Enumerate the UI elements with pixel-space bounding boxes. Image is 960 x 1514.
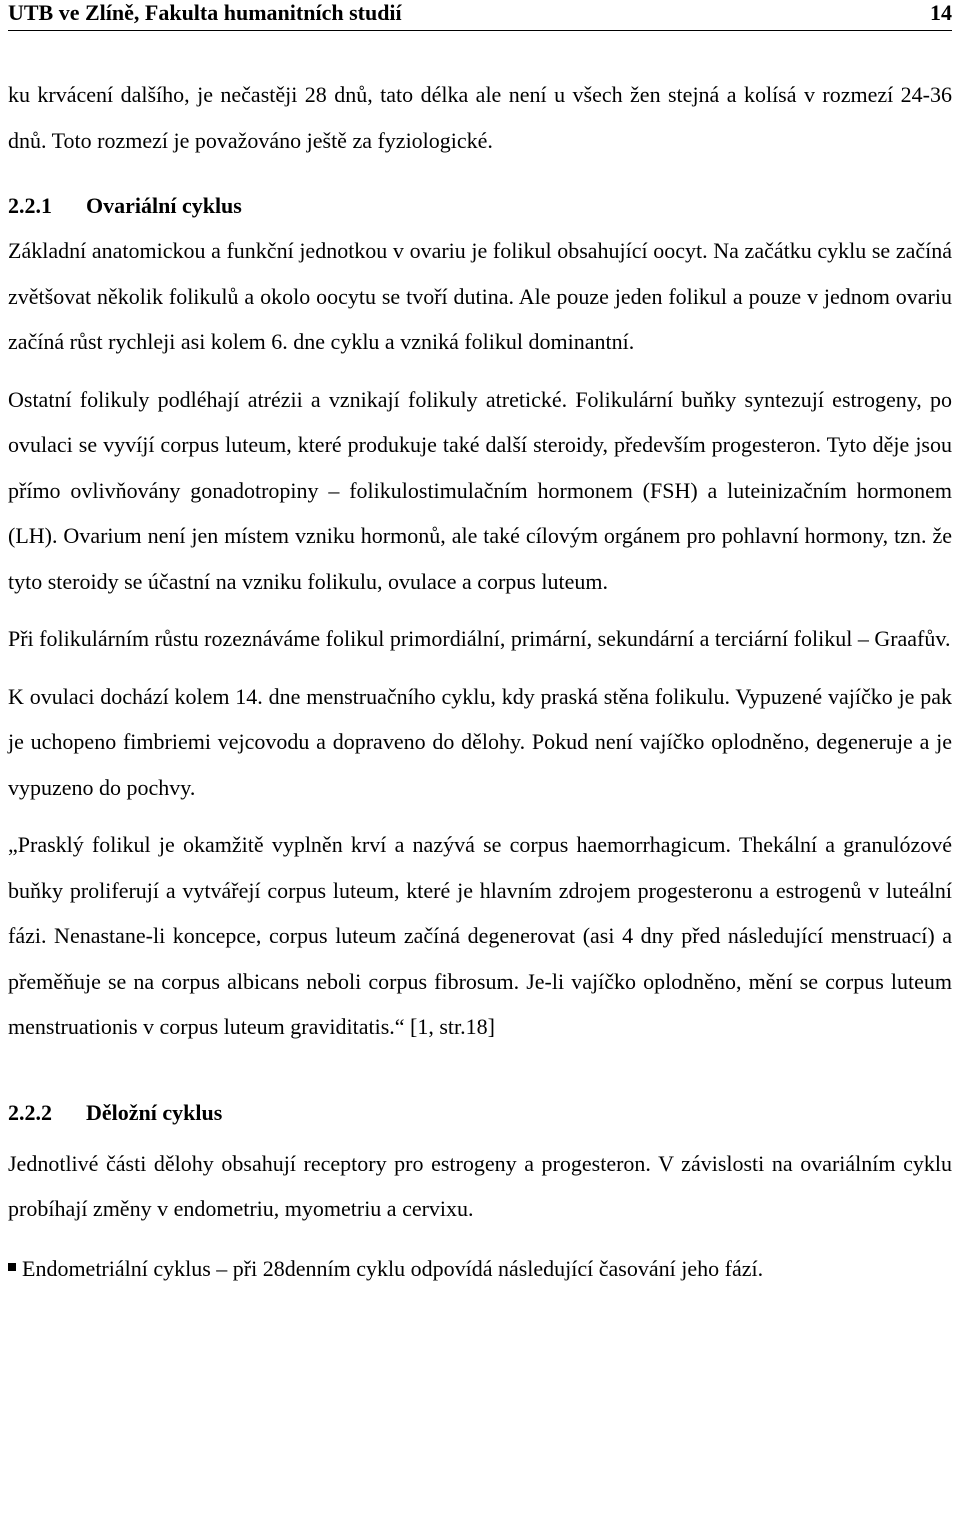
bullet-text: Endometriální cyklus – při 28denním cyklu odpovídá následující časování jeho fází. [22,1255,764,1281]
section-heading-2-2-2 [8,1090,952,1135]
paragraph: ku krvácení dalšího, je nečastěji 28 dnů, tato délka ale není u všech žen stejná a kolísá v rozmezí 24-36 dnů. Toto rozmezí je považováno ještě za fyziologické. [8,82,952,153]
section-number: 2.2.2 [8,1099,52,1125]
paragraph: Při folikulárním růstu rozeznáváme folikul primordiální, primární, sekundární a terciární folikul – Graafův. [8,626,951,651]
paragraph: Ostatní folikuly podléhají atrézii a vznikají folikuly atretické. Folikulární buňky syntezují estrogeny, po ovulaci se vyvíjí corpus luteum, které produkuje také další steroidy, především progesteron. Tyto děje jsou přímo ovlivňovány gonadotropiny – folikulostimulačním hormonem (FSH) a luteinizačním hormonem (LH). Ovarium není jen místem vzniku hormonů, ale také cílovým orgánem pro pohlavní hormony, tzn. že tyto steroidy se účastní na vzniku folikulu, ovulace a corpus luteum. [8,386,952,594]
paragraph: Jednotlivé části dělohy obsahují receptory pro estrogeny a progesteron. V závislosti na ovariálním cyklu probíhají změny v endometriu, myometriu a cervixu. [8,1150,952,1221]
quoted-paragraph: „Prasklý folikul je okamžitě vyplněn krví a nazývá se corpus haemorrhagicum. Thekální a granulózové buňky proliferují a vytvářejí corpus luteum, které je hlavním zdrojem progesteronu a estrogenů v luteální fázi. Nenastane-li koncepce, corpus luteum začíná degenerovat (asi 4 dny před následující menstruací) a přeměňuje se na corpus albicans neboli corpus fibrosum. Je-li vajíčko oplodněno, mění se corpus luteum menstruationis v corpus luteum graviditatis.“ [1, str.18] [8,832,952,1039]
section-heading-2-2-1 [8,183,952,228]
section-title: Děložní cyklus [86,1099,223,1125]
section-number: 2.2.1 [8,193,52,218]
paragraph: Základní anatomickou a funkční jednotkou v ovariu je folikul obsahující oocyt. Na začátku cyklu se začíná zvětšovat několik folikulů a okolo oocytu se tvoří dutina. Ale pouze jeden folikul a pouze v jednom ovariu začíná růst rychleji asi kolem 6. dne cyklu a vzniká folikul dominantní. [8,238,952,354]
page-header [8,0,952,31]
paragraph: K ovulaci dochází kolem 14. dne menstruačního cyklu, kdy praská stěna folikulu. Vypuzené vajíčko je pak je uchopeno fimbriemi vejcovodu a dopraveno do dělohy. Pokud není vajíčko oplodněno, degeneruje a je vypuzeno do pochvy. [8,683,952,800]
square-bullet-icon [8,1263,16,1271]
page-number: 14 [930,0,952,25]
section-title: Ovariální cyklus [86,193,242,218]
header-title: UTB ve Zlíně, Fakulta humanitních studií [8,0,402,25]
bullet-item [8,1254,952,1284]
page-content [8,72,952,1284]
